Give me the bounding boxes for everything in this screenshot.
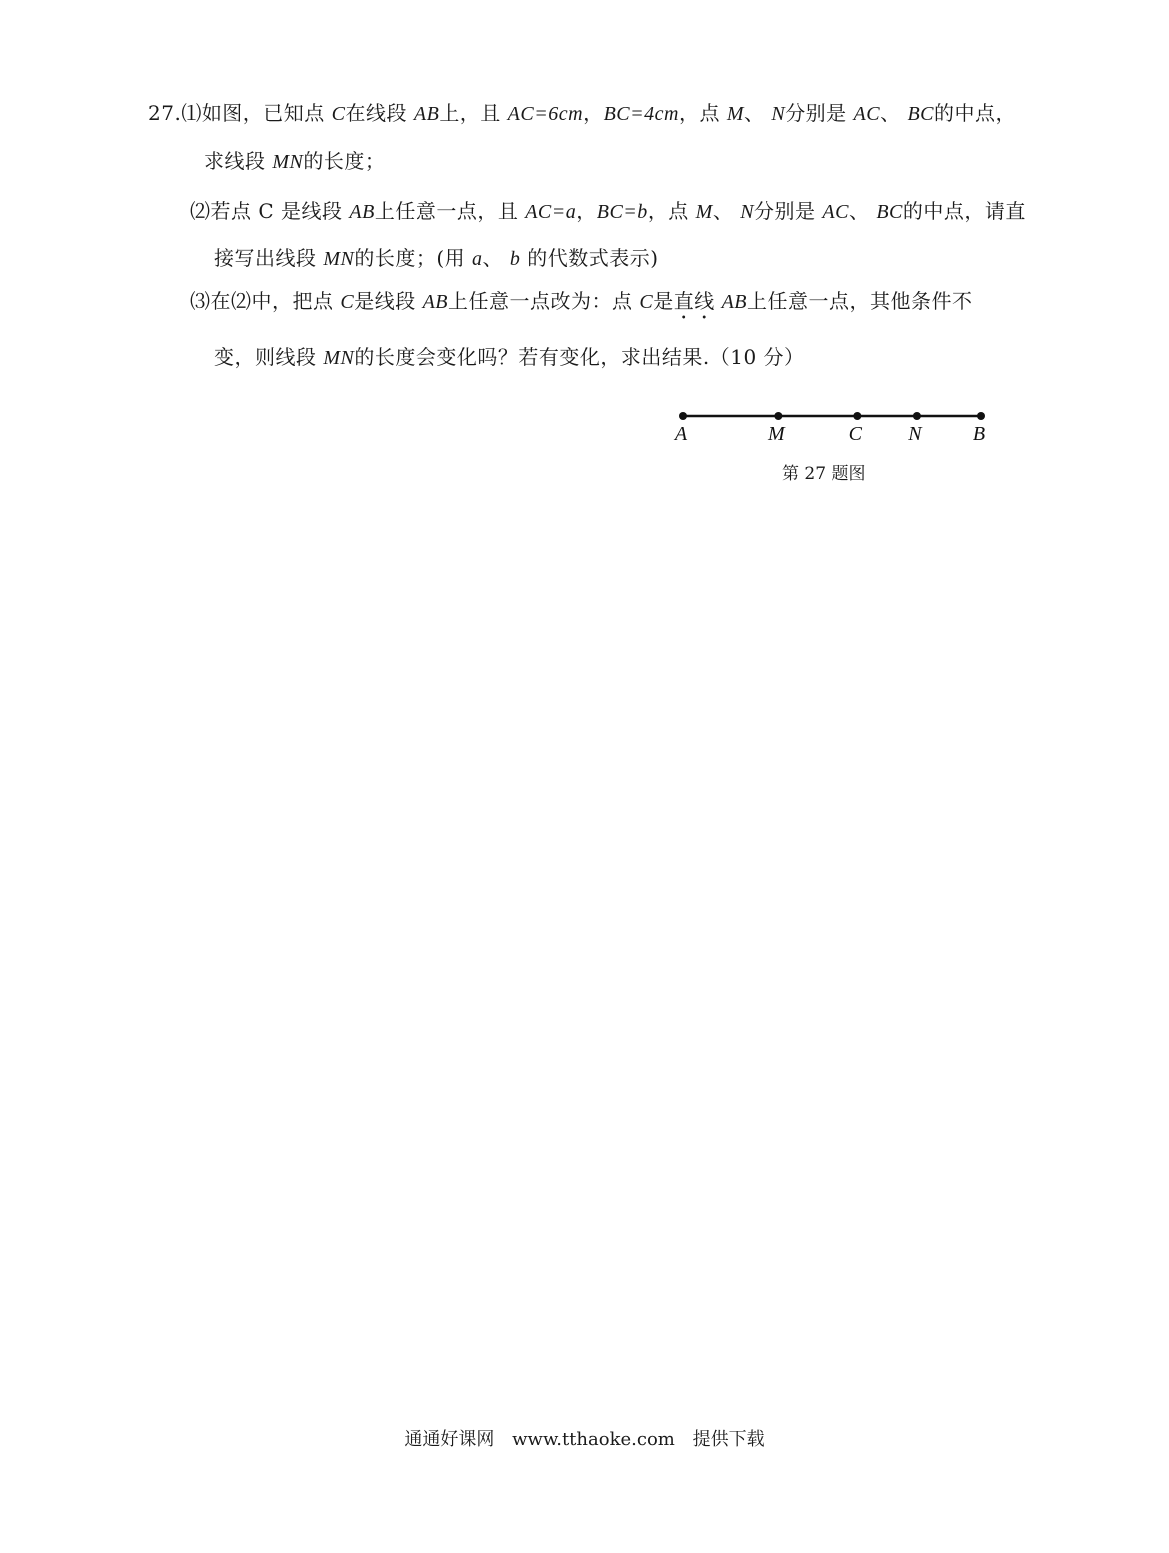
point-n bbox=[913, 412, 921, 420]
question-27-part3-line1: ⑶在⑵中，把点 C是线段 AB上任意一点改为：点 C是直线 AB上任意一点，其他条件不 bbox=[190, 289, 973, 313]
point-label-c: C bbox=[848, 423, 863, 445]
footer-site-name: 通通好课网 bbox=[404, 1429, 495, 1450]
page-footer bbox=[0, 1425, 1169, 1451]
point-b bbox=[977, 412, 985, 420]
question-number: 27. bbox=[148, 101, 182, 125]
point-label-b: B bbox=[972, 423, 986, 445]
point-label-a: A bbox=[674, 423, 688, 445]
point-c bbox=[853, 412, 861, 420]
point-m bbox=[774, 412, 782, 420]
question-27-part1-line1: 27.⑴如图，已知点 C在线段 AB上，且 AC=6cm，BC=4cm，点 M、 N分别是 AC、 BC的中点， bbox=[148, 101, 1017, 125]
emphasized-term: 直线 bbox=[673, 289, 715, 313]
question-27-part1-line2: 求线段 MN的长度； bbox=[204, 149, 386, 173]
question-27-part3-line2: 变，则线段 MN的长度会变化吗？若有变化，求出结果.（10 分） bbox=[214, 345, 805, 369]
point-label-m: M bbox=[768, 423, 785, 445]
footer-note: 提供下载 bbox=[692, 1429, 765, 1450]
question-27-part2-line2: 接写出线段 MN的长度；(用 a、 b 的代数式表示) bbox=[214, 246, 659, 270]
point-label-n: N bbox=[908, 423, 922, 445]
point-a bbox=[679, 412, 687, 420]
footer-url: www.tthaoke.com bbox=[512, 1429, 675, 1450]
question-27-part2-line1: ⑵若点 C 是线段 AB上任意一点，且 AC=a，BC=b，点 M、 N分别是 AC、 BC的中点，请直 bbox=[190, 199, 1026, 223]
figure-caption: 第 27 题图 bbox=[782, 464, 866, 484]
line-segment-figure bbox=[660, 400, 1000, 490]
